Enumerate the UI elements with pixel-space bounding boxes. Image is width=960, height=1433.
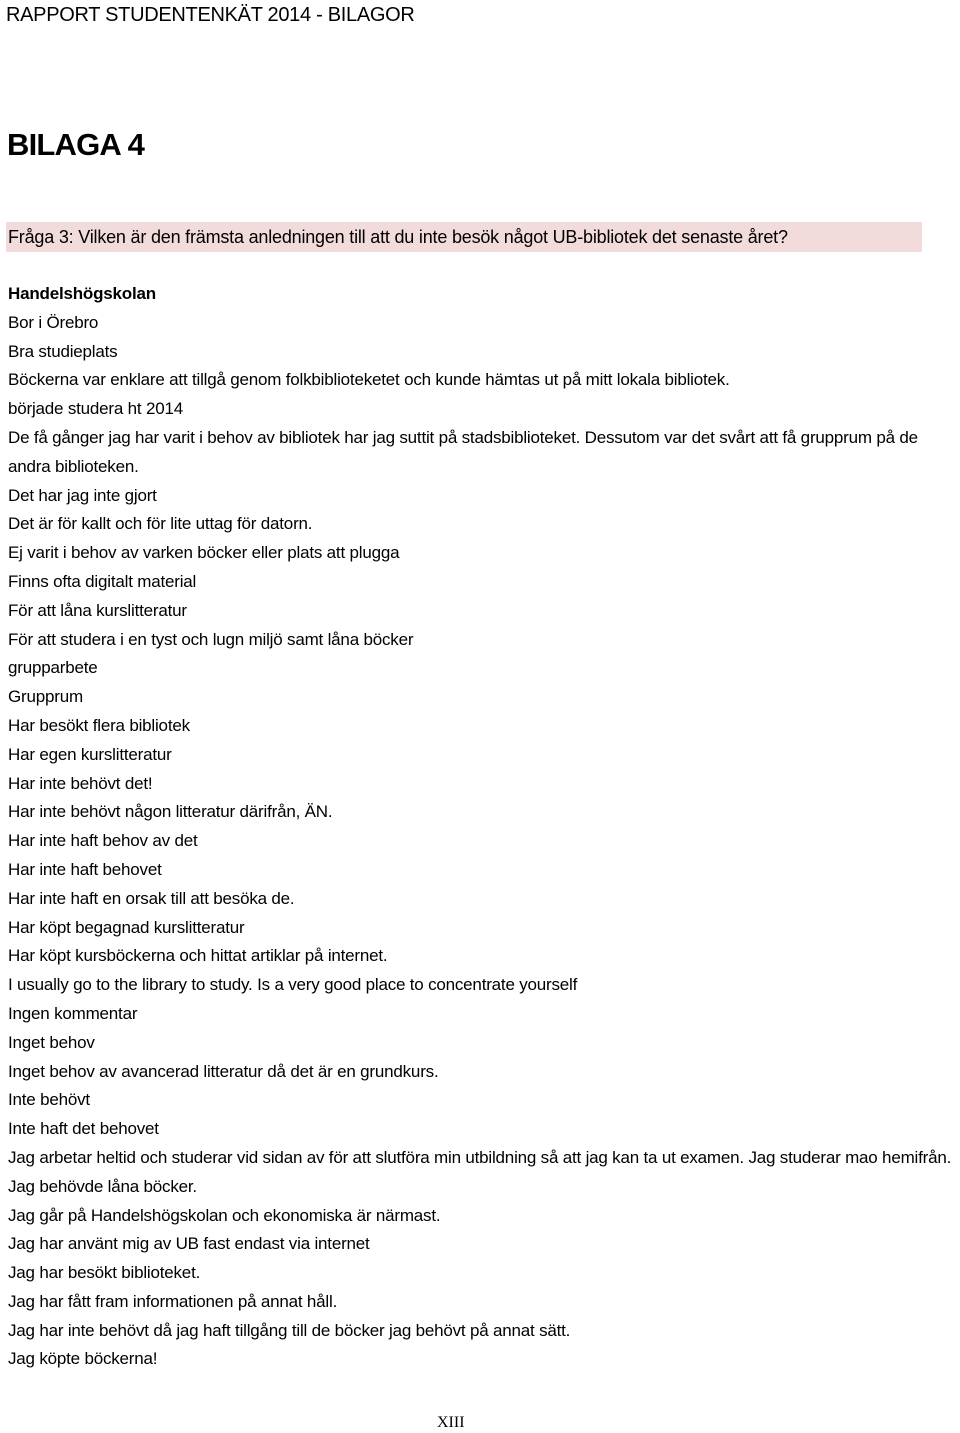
answer-item: grupparbete bbox=[8, 658, 98, 678]
question-text: Fråga 3: Vilken är den främsta anledningen till att du inte besök något UB-bibliotek det senaste året? bbox=[8, 227, 788, 247]
answer-item: Jag går på Handelshögskolan och ekonomiska är närmast. bbox=[8, 1205, 441, 1225]
answer-item: Finns ofta digitalt material bbox=[8, 571, 197, 591]
report-header: RAPPORT STUDENTENKÄT 2014 - BILAGOR bbox=[6, 4, 415, 26]
answer-item: Har inte haft behov av det bbox=[8, 831, 198, 851]
question-highlight bbox=[6, 222, 922, 252]
answer-item: För att studera i en tyst och lugn miljö samt låna böcker bbox=[8, 629, 414, 649]
answer-item: Inte behövt bbox=[8, 1090, 90, 1110]
appendix-title: BILAGA 4 bbox=[7, 127, 145, 162]
answer-item: Har inte behövt det! bbox=[8, 773, 153, 793]
answer-item: började studera ht 2014 bbox=[8, 399, 183, 419]
answer-item: Inget behov bbox=[8, 1032, 95, 1052]
answer-item: Bor i Örebro bbox=[8, 312, 99, 332]
answer-item: Jag har använt mig av UB fast endast via internet bbox=[8, 1234, 370, 1254]
answer-item: Ingen kommentar bbox=[8, 1003, 138, 1023]
page-number: XIII bbox=[437, 1414, 465, 1431]
answer-item: Jag köpte böckerna! bbox=[8, 1349, 158, 1369]
answer-item: Jag har inte behövt då jag haft tillgång till de böcker jag behövt på annat sätt. bbox=[8, 1320, 571, 1340]
answer-item: Har egen kurslitteratur bbox=[8, 744, 172, 764]
answer-item: För att låna kurslitteratur bbox=[8, 600, 187, 620]
answer-item: Det är för kallt och för lite uttag för datorn. bbox=[8, 514, 313, 534]
answer-item: Har besökt flera bibliotek bbox=[8, 715, 190, 735]
answer-item: Ej varit i behov av varken böcker eller plats att plugga bbox=[8, 543, 400, 563]
answer-item: Har inte haft behovet bbox=[8, 859, 162, 879]
answer-item: De få gånger jag har varit i behov av bibliotek har jag suttit på stadsbiblioteket. Dessutom var det svårt att få grupprum på de andra biblioteken. bbox=[8, 427, 918, 476]
answer-item: Det har jag inte gjort bbox=[8, 485, 157, 505]
answer-item: Jag har besökt biblioteket. bbox=[8, 1263, 201, 1283]
answer-item: Har köpt begagnad kurslitteratur bbox=[8, 917, 245, 937]
answer-item: Böckerna var enklare att tillgå genom folkbiblioteketet och kunde hämtas ut på mitt lokala bibliotek. bbox=[8, 370, 730, 390]
answer-item: I usually go to the library to study. Is a very good place to concentrate yourself bbox=[8, 975, 578, 995]
answer-item: Jag har fått fram informationen på annat håll. bbox=[8, 1291, 338, 1311]
answer-item: Har inte haft en orsak till att besöka de. bbox=[8, 888, 295, 908]
answer-item: Grupprum bbox=[8, 687, 83, 707]
answer-item: Har köpt kursböckerna och hittat artiklar på internet. bbox=[8, 946, 388, 966]
answer-list bbox=[8, 280, 958, 1374]
answer-item: Jag behövde låna böcker. bbox=[8, 1176, 197, 1196]
answer-item: Bra studieplats bbox=[8, 341, 118, 361]
answer-item: Har inte behövt någon litteratur därifrån, ÄN. bbox=[8, 802, 333, 822]
answer-item: Inte haft det behovet bbox=[8, 1119, 159, 1139]
answer-item: Inget behov av avancerad litteratur då det är en grundkurs. bbox=[8, 1061, 439, 1081]
answer-item: Handelshögskolan bbox=[8, 284, 156, 303]
answer-item: Jag arbetar heltid och studerar vid sidan av för att slutföra min utbildning så att jag kan ta ut examen. Jag studerar mao hemifrån. bbox=[8, 1147, 952, 1167]
